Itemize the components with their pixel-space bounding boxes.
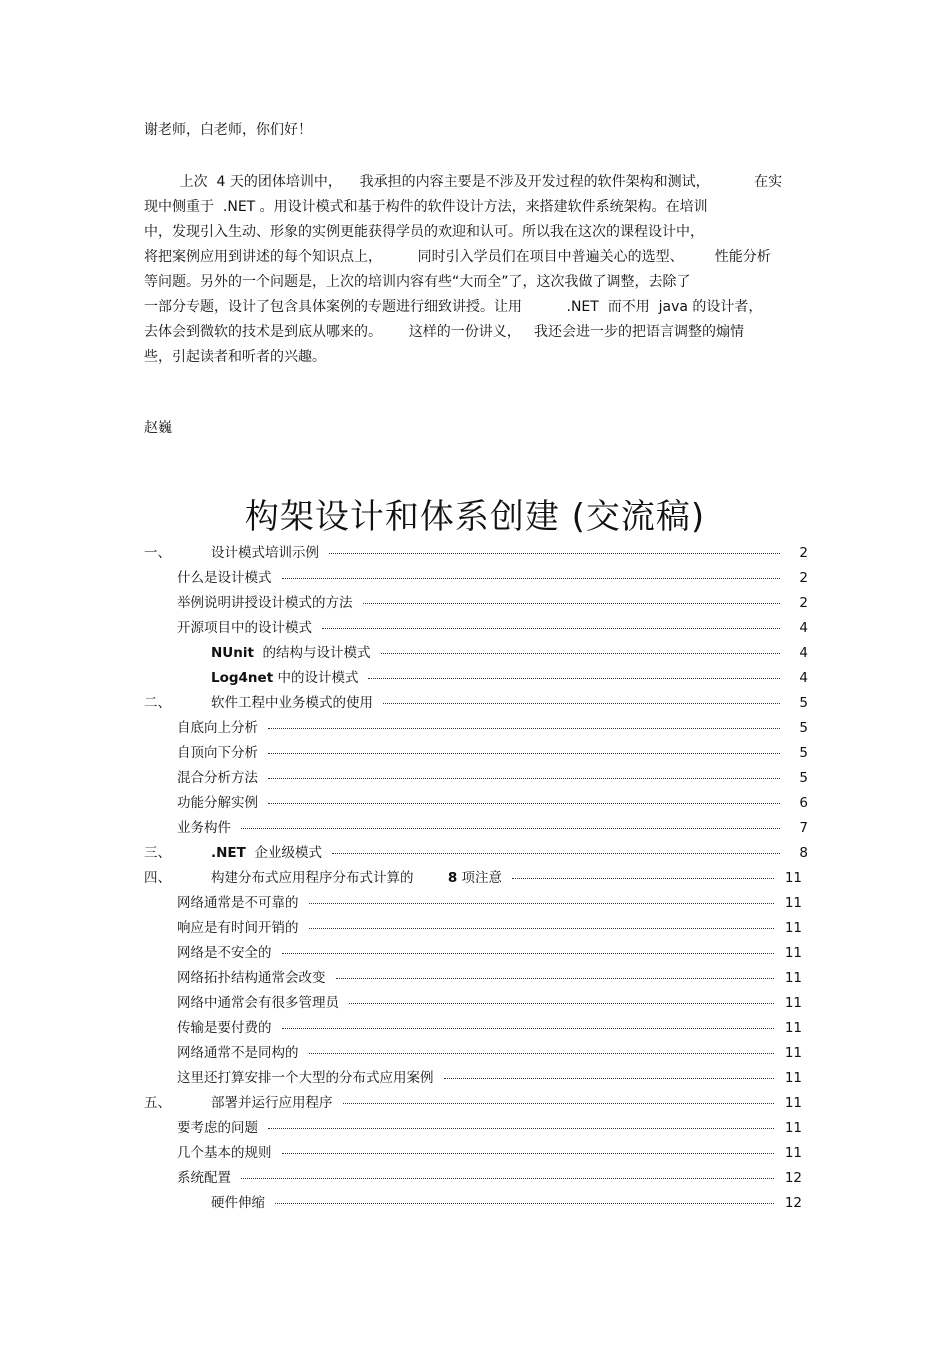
toc-entry-page: 11 <box>784 945 802 961</box>
toc-entry-number: 一、 <box>144 545 171 561</box>
toc-entry-title: 网络是不安全的 <box>177 945 272 961</box>
toc-entry-title: 网络中通常会有很多管理员 <box>177 995 339 1011</box>
toc-entry-title: 混合分析方法 <box>177 770 258 786</box>
toc-entry[interactable] <box>144 541 808 566</box>
toc-entry-number: 四、 <box>144 870 171 886</box>
toc-entry[interactable] <box>144 1141 808 1166</box>
toc-entry[interactable] <box>144 791 808 816</box>
toc-entry-page: 11 <box>784 1145 802 1161</box>
toc-dot-leader <box>329 553 780 554</box>
toc-dot-leader <box>383 703 780 704</box>
toc-entry-number: 三、 <box>144 845 171 861</box>
toc-entry-title: 自顶向下分析 <box>177 745 258 761</box>
toc-entry[interactable] <box>144 766 808 791</box>
toc-entry-title: 系统配置 <box>177 1170 231 1186</box>
toc-dot-leader <box>268 728 780 729</box>
toc-entry-page: 5 <box>799 745 808 761</box>
toc-entry-page: 11 <box>784 1020 802 1036</box>
letter-paragraph <box>144 170 804 370</box>
toc-entry-title: 硬件伸缩 <box>211 1195 265 1211</box>
toc-entry-page: 11 <box>784 920 802 936</box>
toc-entry[interactable] <box>144 841 808 866</box>
toc-entry[interactable] <box>144 1016 808 1041</box>
toc-entry[interactable] <box>144 966 808 991</box>
toc-entry-page: 12 <box>784 1170 802 1186</box>
greeting-line: 谢老师，白老师，你们好！ <box>144 122 312 138</box>
toc-entry[interactable] <box>144 691 808 716</box>
toc-entry-title: 构建分布式应用程序分布式计算的 8 项注意 <box>211 870 503 886</box>
toc-dot-leader <box>241 828 780 829</box>
toc-entry[interactable] <box>144 891 808 916</box>
toc-dot-leader <box>241 1178 774 1179</box>
toc-dot-leader <box>309 903 775 904</box>
toc-entry-title: 什么是设计模式 <box>177 570 272 586</box>
toc-entry-page: 5 <box>799 720 808 736</box>
toc-dot-leader <box>268 803 780 804</box>
toc-entry[interactable] <box>144 1066 808 1091</box>
toc-dot-leader <box>368 678 780 679</box>
toc-entry-title: 自底向上分析 <box>177 720 258 736</box>
toc-entry-page: 12 <box>784 1195 802 1211</box>
toc-entry-page: 5 <box>799 770 808 786</box>
paragraph-line: 上次 4 天的团体培训中， 我承担的内容主要是不涉及开发过程的软件架构和测试， 在实 <box>144 174 783 190</box>
table-of-contents <box>144 541 808 1216</box>
toc-entry-page: 11 <box>784 995 802 1011</box>
toc-dot-leader <box>381 653 780 654</box>
toc-entry-title: .NET 企业级模式 <box>211 845 322 861</box>
toc-entry-number: 五、 <box>144 1095 171 1111</box>
paragraph-line: 一部分专题，设计了包含具体案例的专题进行细致讲授。让用 .NET 而不用 java 的设计者， <box>144 299 763 315</box>
toc-entry-title: Log4net 中的设计模式 <box>211 670 359 686</box>
paragraph-line: 些，引起读者和听者的兴趣。 <box>144 349 326 365</box>
toc-dot-leader <box>332 853 780 854</box>
toc-entry[interactable] <box>144 1116 808 1141</box>
paragraph-line: 去体会到微软的技术是到底从哪来的。 这样的一份讲义， 我还会进一步的把语言调整的煽情 <box>144 324 745 340</box>
toc-entry-page: 6 <box>799 795 808 811</box>
toc-entry-title: 开源项目中的设计模式 <box>177 620 312 636</box>
toc-entry-page: 8 <box>799 845 808 861</box>
toc-entry-title: 业务构件 <box>177 820 231 836</box>
toc-dot-leader <box>512 878 774 879</box>
toc-dot-leader <box>322 628 780 629</box>
toc-entry[interactable] <box>144 1091 808 1116</box>
toc-entry-page: 2 <box>799 595 808 611</box>
toc-entry[interactable] <box>144 1166 808 1191</box>
toc-entry[interactable] <box>144 816 808 841</box>
toc-entry[interactable] <box>144 566 808 591</box>
toc-dot-leader <box>282 1153 775 1154</box>
toc-entry[interactable] <box>144 616 808 641</box>
toc-dot-leader <box>309 928 775 929</box>
toc-dot-leader <box>309 1053 775 1054</box>
toc-entry-title: 几个基本的规则 <box>177 1145 272 1161</box>
toc-dot-leader <box>282 953 775 954</box>
toc-entry-title: 网络通常不是同构的 <box>177 1045 299 1061</box>
toc-entry[interactable] <box>144 1041 808 1066</box>
toc-dot-leader <box>268 778 780 779</box>
toc-dot-leader <box>363 603 781 604</box>
toc-entry[interactable] <box>144 1191 808 1216</box>
toc-entry-title: 网络通常是不可靠的 <box>177 895 299 911</box>
paragraph-line: 现中侧重于 .NET 。用设计模式和基于构件的软件设计方法，来搭建软件系统架构。在培训 <box>144 199 708 215</box>
signer-name: 赵巍 <box>144 420 172 436</box>
paragraph-line: 将把案例应用到讲述的每个知识点上， 同时引入学员们在项目中普遍关心的选型、 性能分析 <box>144 249 771 265</box>
document-title: 构架设计和体系创建 (交流稿) <box>244 497 706 537</box>
paragraph-line: 中，发现引入生动、形象的实例更能获得学员的欢迎和认可。所以我在这次的课程设计中， <box>144 224 704 240</box>
toc-dot-leader <box>275 1203 774 1204</box>
toc-entry-page: 5 <box>799 695 808 711</box>
toc-entry-number: 二、 <box>144 695 171 711</box>
toc-dot-leader <box>343 1103 775 1104</box>
toc-entry-title: 部署并运行应用程序 <box>211 1095 333 1111</box>
toc-entry[interactable] <box>144 941 808 966</box>
toc-dot-leader <box>444 1078 775 1079</box>
toc-entry-title: 响应是有时间开销的 <box>177 920 299 936</box>
toc-entry-page: 7 <box>799 820 808 836</box>
toc-dot-leader <box>282 578 781 579</box>
toc-entry[interactable] <box>144 641 808 666</box>
toc-entry-page: 11 <box>784 1045 802 1061</box>
toc-entry-page: 2 <box>799 570 808 586</box>
toc-dot-leader <box>268 1128 774 1129</box>
toc-dot-leader <box>349 1003 774 1004</box>
toc-dot-leader <box>282 1028 775 1029</box>
toc-entry-title: 要考虑的问题 <box>177 1120 258 1136</box>
toc-entry-title: 功能分解实例 <box>177 795 258 811</box>
toc-entry[interactable] <box>144 716 808 741</box>
toc-entry-page: 11 <box>784 1070 802 1086</box>
toc-entry-title: 这里还打算安排一个大型的分布式应用案例 <box>177 1070 434 1086</box>
toc-entry-page: 11 <box>784 895 802 911</box>
toc-entry-page: 11 <box>784 870 802 886</box>
toc-entry[interactable] <box>144 666 808 691</box>
toc-entry-page: 4 <box>799 620 808 636</box>
toc-entry-page: 4 <box>799 670 808 686</box>
toc-entry-page: 11 <box>784 970 802 986</box>
toc-entry-title: 举例说明讲授设计模式的方法 <box>177 595 353 611</box>
toc-entry-title: NUnit 的结构与设计模式 <box>211 645 371 661</box>
toc-entry-page: 4 <box>799 645 808 661</box>
toc-dot-leader <box>268 753 780 754</box>
toc-entry-title: 软件工程中业务模式的使用 <box>211 695 373 711</box>
toc-entry-page: 2 <box>799 545 808 561</box>
toc-entry-title: 传输是要付费的 <box>177 1020 272 1036</box>
toc-entry[interactable] <box>144 591 808 616</box>
toc-entry[interactable] <box>144 916 808 941</box>
toc-entry-page: 11 <box>784 1120 802 1136</box>
toc-entry[interactable] <box>144 741 808 766</box>
toc-dot-leader <box>336 978 775 979</box>
toc-entry-title: 网络拓扑结构通常会改变 <box>177 970 326 986</box>
toc-entry[interactable] <box>144 991 808 1016</box>
paragraph-line: 等问题。另外的一个问题是，上次的培训内容有些“大而全”了，这次我做了调整，去除了 <box>144 274 691 290</box>
toc-entry-title: 设计模式培训示例 <box>211 545 319 561</box>
toc-entry[interactable] <box>144 866 808 891</box>
toc-entry-page: 11 <box>784 1095 802 1111</box>
